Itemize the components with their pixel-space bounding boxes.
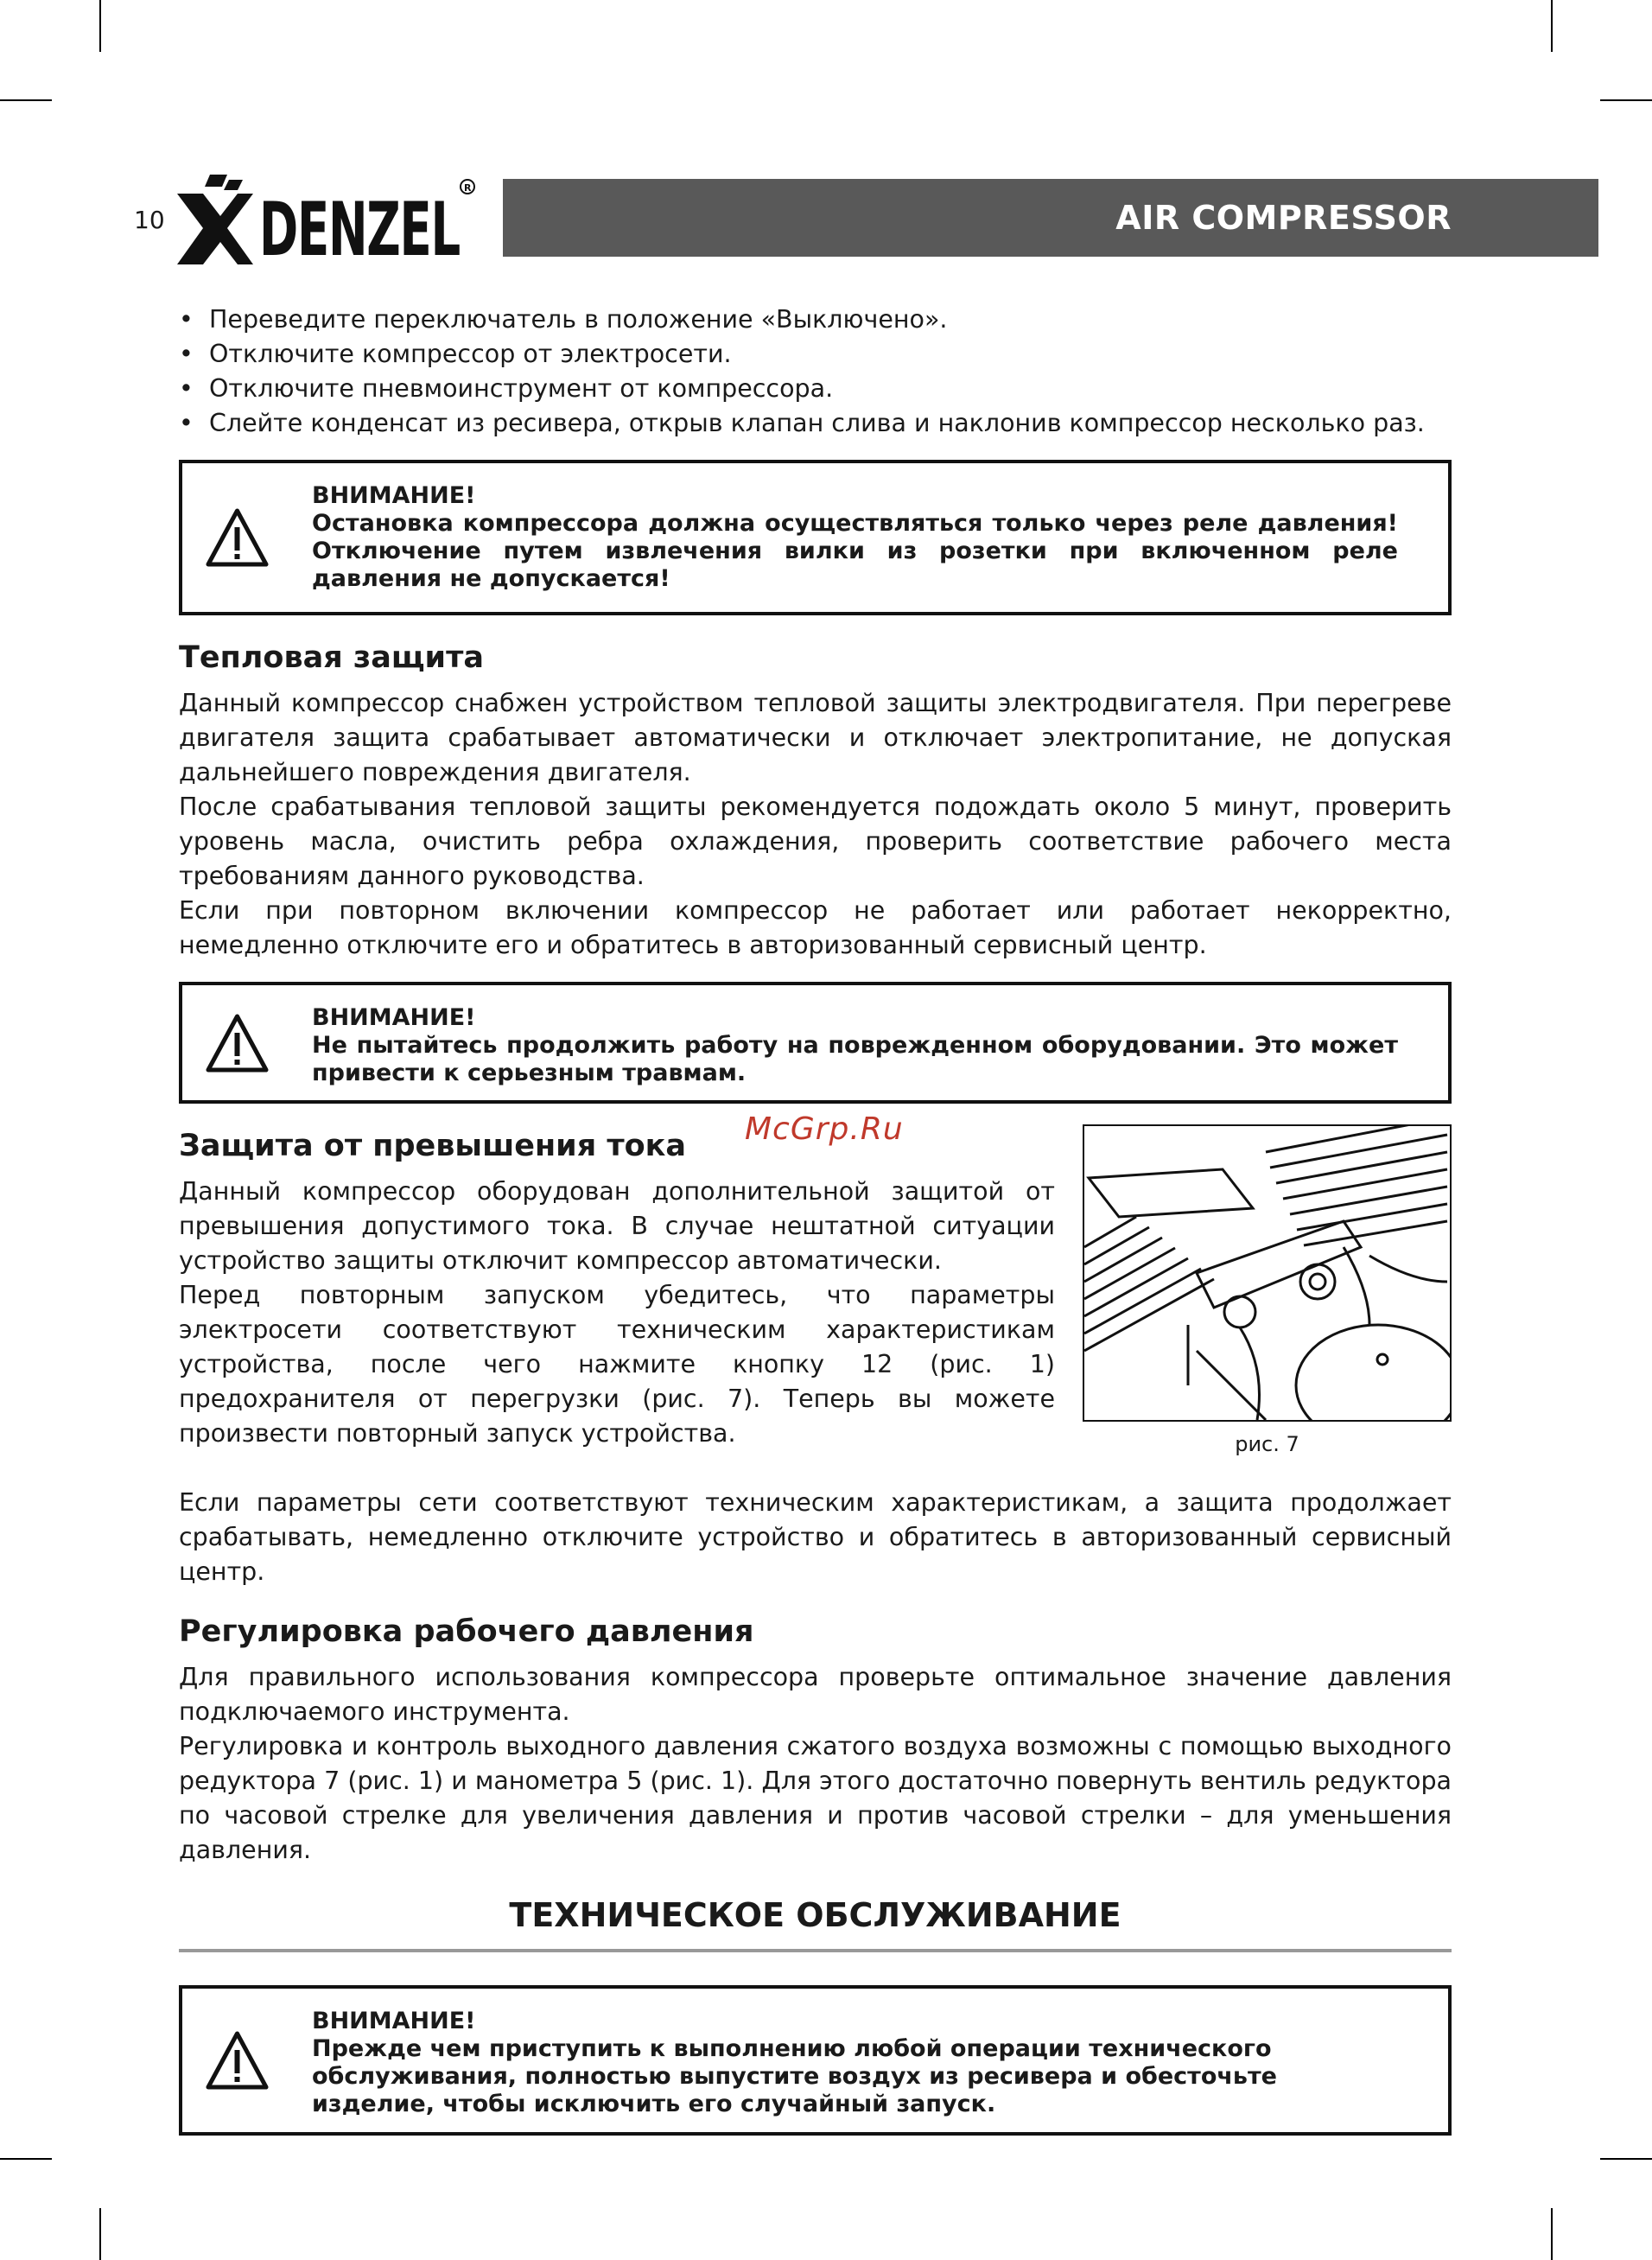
crop-mark: [99, 2208, 101, 2260]
paragraph: Для правильного использования компрессора проверьте оптимальное значение давления подключаемого инструмента.: [179, 1663, 1452, 1726]
header-band: [503, 179, 1598, 257]
warning-text: Прежде чем приступить к выполнению любой операции технического обслуживания, полностью выпустите воздух из ресивера и обесточьте изделие, чтобы исключить его случайный запуск.: [312, 2035, 1277, 2117]
crop-mark: [0, 99, 52, 101]
warning-triangle-icon: [206, 2031, 269, 2090]
warning-text: Остановка компрессора должна осуществляться только через реле давления! Отключение путем извлечения вилки из розетки при включенном реле давления не допускается!: [312, 510, 1398, 592]
list-item: • Отключите компрессор от электросети.: [179, 337, 1452, 372]
figure-7: [1083, 1124, 1452, 1461]
page-number: 10: [134, 206, 165, 234]
header-title: AIR COMPRESSOR: [1115, 199, 1452, 237]
list-item: • Переведите переключатель в положение «Выключено».: [179, 302, 1452, 337]
warning-box: [179, 460, 1452, 615]
crop-mark: [1551, 2208, 1553, 2260]
page-content: [179, 302, 1452, 2156]
heading-thermal-protection: Тепловая защита: [179, 640, 484, 675]
crop-mark: [0, 2158, 52, 2160]
warning-title: ВНИМАНИЕ!: [312, 482, 476, 509]
paragraph: Если при повторном включении компрессор не работает или работает некорректно, немедленно отключите его и обратитесь в авторизованный сервисный центр.: [179, 896, 1452, 959]
list-item: • Отключите пневмоинструмент от компрессора.: [179, 372, 1452, 406]
watermark: McGrp.Ru: [745, 1111, 904, 1147]
warning-triangle-icon: [206, 1014, 269, 1073]
crop-mark: [99, 0, 101, 52]
paragraph: Данный компрессор снабжен устройством тепловой защиты электродвигателя. При перегреве двигателя защита срабатывает автоматически и отключает электропитание, не допуская дальнейшего повреждения двигателя.: [179, 689, 1452, 786]
denzel-logo: [177, 175, 475, 268]
paragraph: Если параметры сети соответствуют техническим характеристикам, а защита продолжает срабатывать, немедленно отключите устройство и обратитесь в авторизованный сервисный центр.: [179, 1488, 1452, 1586]
overload-button-illustration: [1083, 1124, 1452, 1422]
list-item: • Слейте конденсат из ресивера, открыв клапан слива и наклонив компрессор несколько раз.: [179, 406, 1452, 441]
paragraph: Регулировка и контроль выходного давления сжатого воздуха возможны с помощью выходного редуктора 7 (рис. 1) и манометра 5 (рис. 1). Для этого достаточно повернуть вентиль редуктора по часовой стрелке для увеличения давления и против часовой стрелки – для уменьшения давления.: [179, 1732, 1452, 1864]
section-title-maintenance: ТЕХНИЧЕСКОЕ ОБСЛУЖИВАНИЕ: [179, 1895, 1452, 1952]
svg-text:R: R: [464, 182, 472, 194]
svg-text:DENZEL: DENZEL: [259, 187, 461, 268]
warning-text: Не пытайтесь продолжить работу на поврежденном оборудовании. Это может привести к серьезным травмам.: [312, 1032, 1398, 1086]
crop-mark: [1600, 99, 1652, 101]
warning-triangle-icon: [206, 508, 269, 567]
paragraph: После срабатывания тепловой защиты рекомендуется подождать около 5 минут, проверить уровень масла, очистить ребра охлаждения, проверить соответствие рабочего места требованиям данного руководства.: [179, 793, 1452, 890]
warning-box: [179, 982, 1452, 1104]
crop-mark: [1551, 0, 1553, 52]
paragraph: Перед повторным запуском убедитесь, что параметры электросети соответствуют техническим характеристикам устройства, после чего нажмите кнопку 12 (рис. 1) предохранителя от перегрузки (рис. 7). Теперь вы можете произвести повторный запуск устройства.: [179, 1281, 1055, 1448]
shutdown-steps: [179, 302, 1452, 441]
crop-mark: [1600, 2158, 1652, 2160]
figure-caption: рис. 7: [1235, 1432, 1299, 1456]
heading-pressure-adjustment: Регулировка рабочего давления: [179, 1614, 754, 1649]
heading-overcurrent-protection: Защита от превышения тока: [179, 1129, 687, 1163]
warning-title: ВНИМАНИЕ!: [312, 1004, 476, 1031]
paragraph: Данный компрессор оборудован дополнительной защитой от превышения допустимого тока. В случае нештатной ситуации устройство защиты отключит компрессор автоматически.: [179, 1177, 1055, 1275]
warning-box: [179, 1985, 1452, 2136]
warning-title: ВНИМАНИЕ!: [312, 2008, 476, 2034]
